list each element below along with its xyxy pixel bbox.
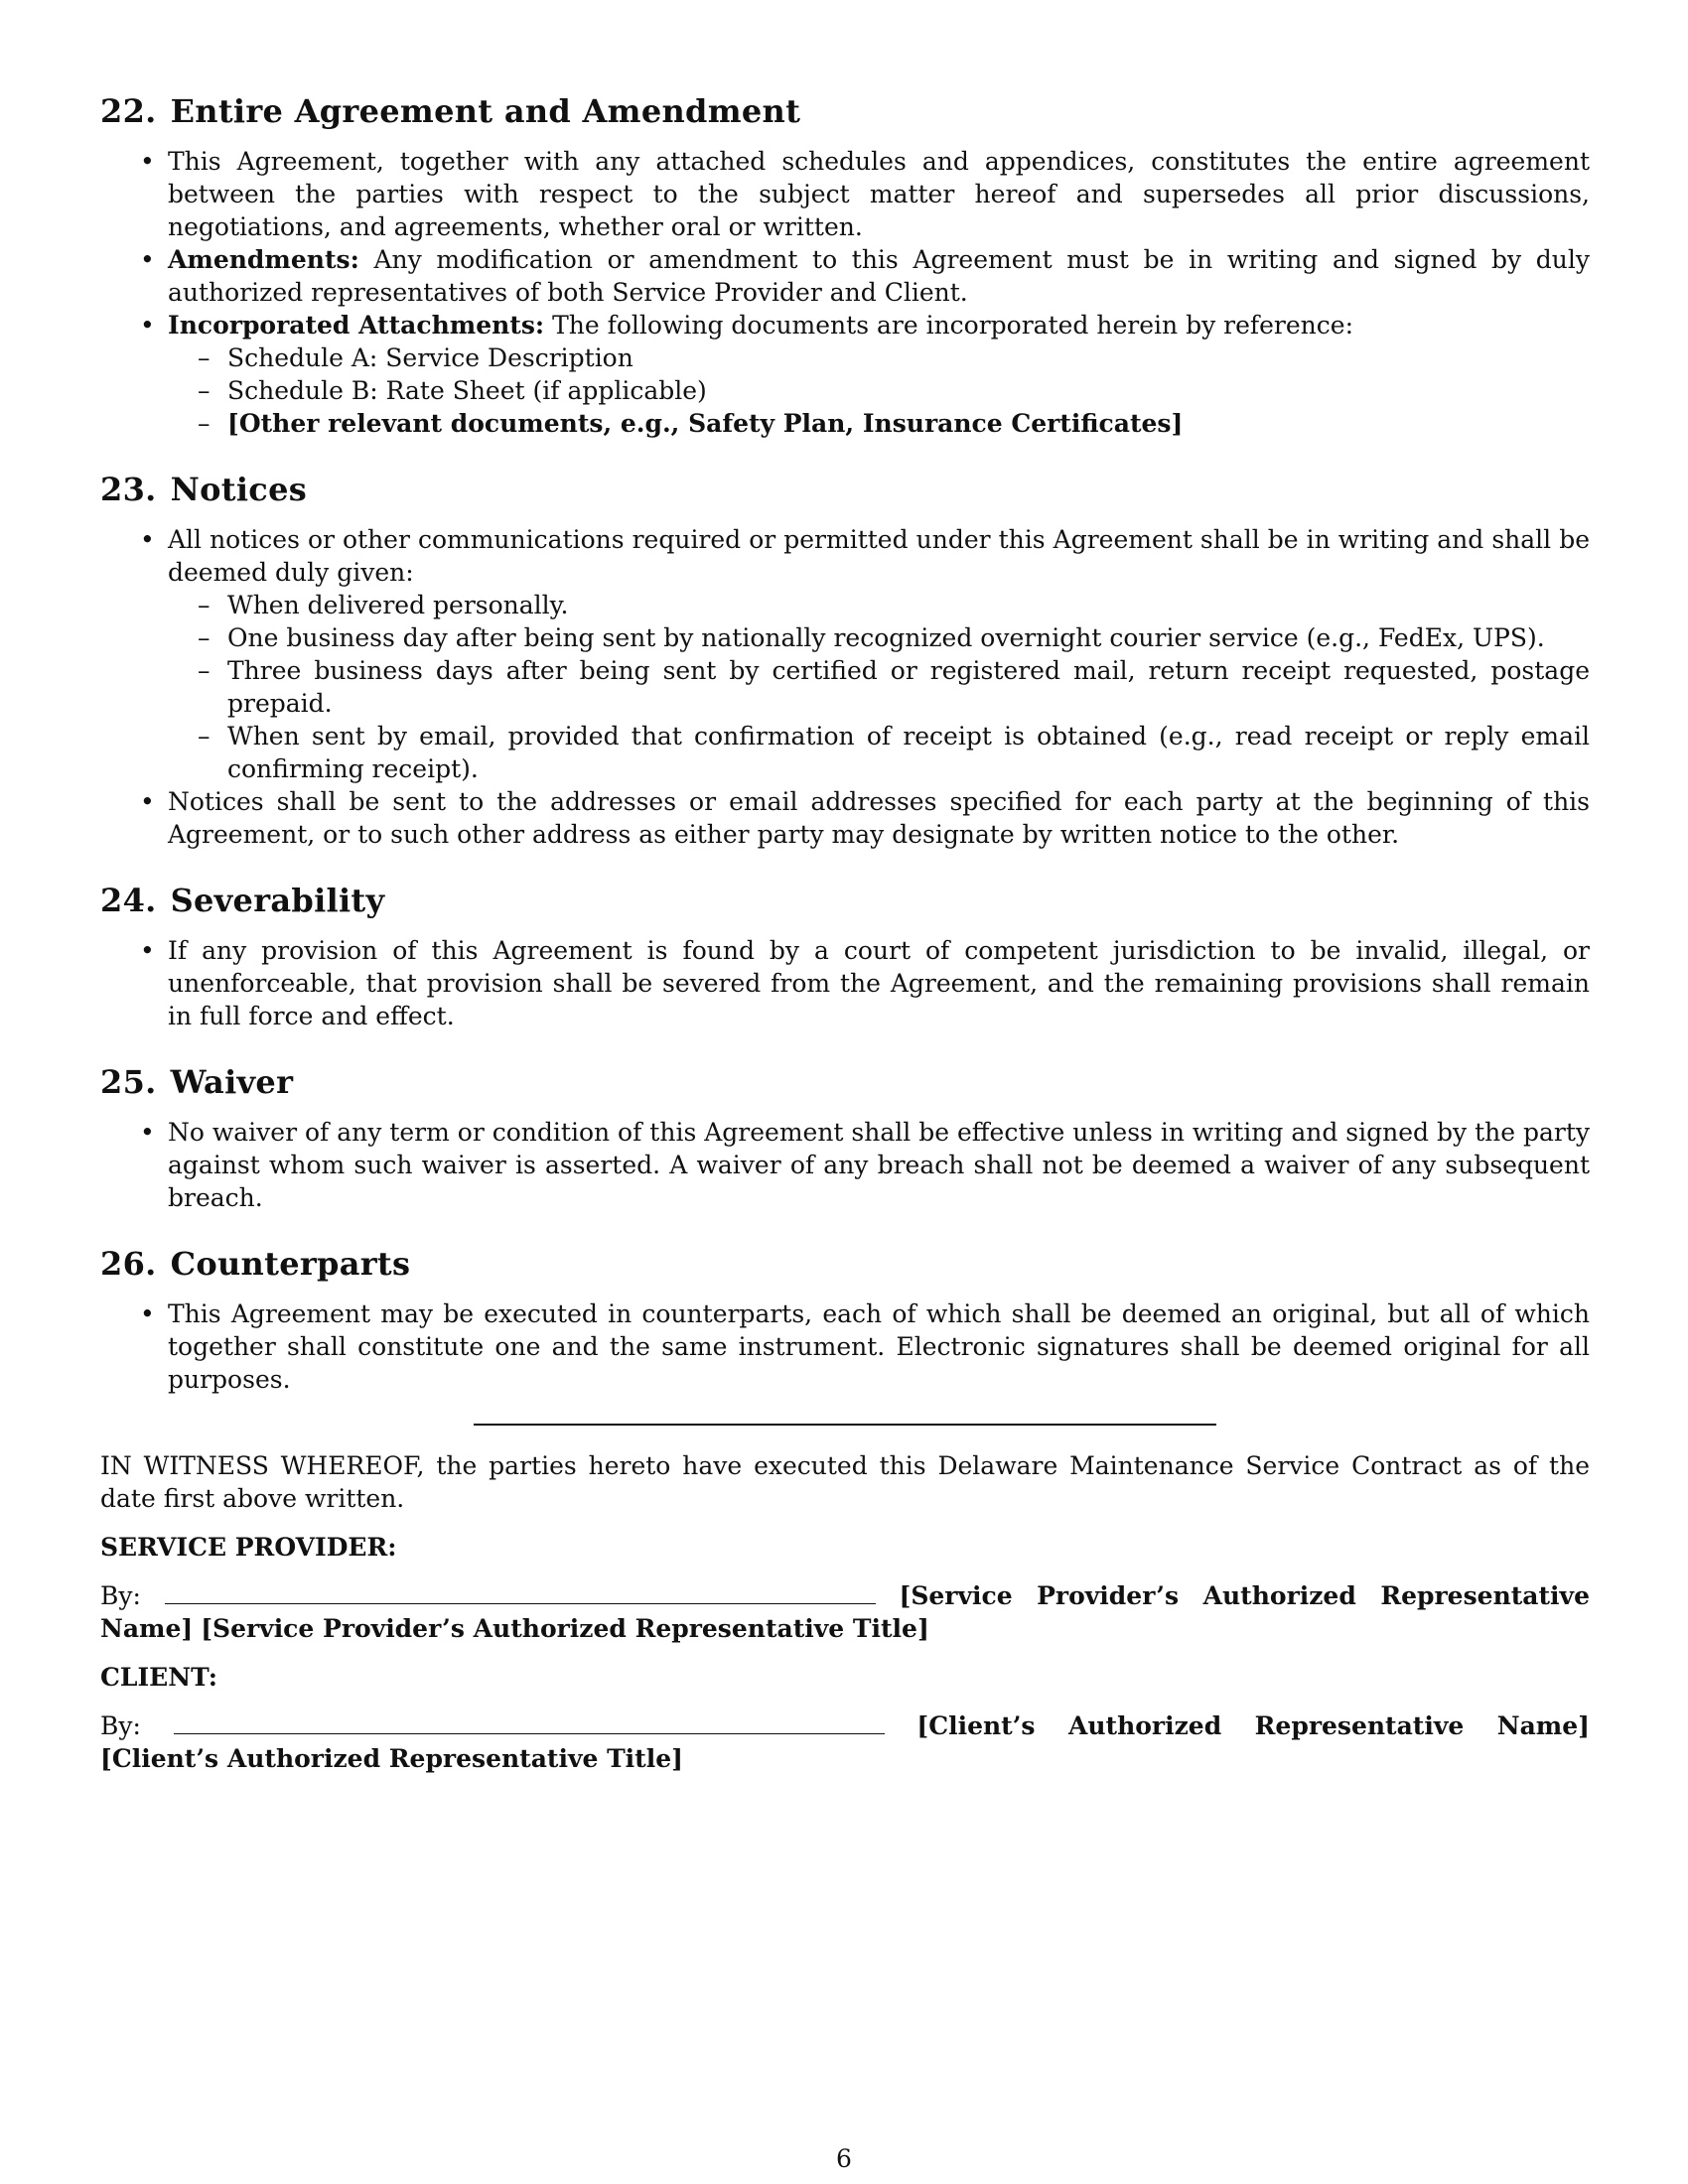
- client-signature-line: [100, 1709, 1590, 1775]
- client-name-placeholder: [Client’s Authorized Representative Name]: [916, 1711, 1590, 1740]
- bullet-list: [100, 1297, 1590, 1396]
- notice-methods-list: [168, 589, 1590, 785]
- paragraph: This Agreement, together with any attached schedules and appendices, constitutes the entire agreement between the parties with respect to the subject matter hereof and supersedes all prior discussions, negotiations, and agreements, whether oral or written.: [168, 147, 1590, 241]
- list-item: – When delivered personally.: [168, 589, 1590, 621]
- list-item: [100, 934, 1590, 1032]
- provider-title-placeholder: [Service Provider’s Authorized Representative Title]: [201, 1614, 929, 1643]
- paragraph: This Agreement may be executed in counterparts, each of which shall be deemed an original, but all of which together shall constitute one and the same instrument. Electronic signatures shall be deemed original for all purposes.: [168, 1299, 1590, 1394]
- list-item: [100, 523, 1590, 785]
- section-number: 22.: [100, 92, 157, 130]
- section-number: 26.: [100, 1245, 157, 1283]
- section-25: [100, 1060, 1590, 1214]
- section-title: Counterparts: [170, 1245, 411, 1283]
- list-item: – When sent by email, provided that confirmation of receipt is obtained (e.g., read receipt or reply email confirming receipt).: [168, 720, 1590, 785]
- provider-name-placeholder: [Service Provider’s Authorized Representative Name]: [100, 1581, 1590, 1643]
- section-heading: [100, 879, 1590, 922]
- bullet-list: [100, 523, 1590, 851]
- section-heading: [100, 1242, 1590, 1286]
- bullet-list: [100, 1116, 1590, 1214]
- list-item: [100, 1297, 1590, 1396]
- signature-blank[interactable]: [165, 1579, 876, 1604]
- section-number: 23.: [100, 471, 157, 508]
- paragraph: Any modification or amendment to this Agreement must be in writing and signed by duly authorized representatives of both Service Provider and Client.: [168, 245, 1590, 307]
- section-title: Severability: [170, 882, 385, 919]
- section-heading: [100, 468, 1590, 511]
- section-title: Waiver: [170, 1063, 294, 1101]
- paragraph: The following documents are incorporated herein by reference:: [544, 311, 1353, 340]
- list-item: [100, 1116, 1590, 1214]
- list-item: [100, 785, 1590, 851]
- section-heading: [100, 89, 1590, 133]
- list-item: [100, 145, 1590, 243]
- bullet-list: [100, 145, 1590, 440]
- page-number: 6: [836, 2144, 852, 2173]
- other-documents-placeholder: [Other relevant documents, e.g., Safety Plan, Insurance Certificates]: [227, 409, 1184, 438]
- service-provider-signature-line: [100, 1579, 1590, 1645]
- paragraph: No waiver of any term or condition of this Agreement shall be effective unless in writing and signed by the party against whom such waiver is asserted. A waiver of any breach shall not be deemed a waiver of any subsequent breach.: [168, 1118, 1590, 1212]
- signature-blank[interactable]: [174, 1709, 885, 1734]
- section-24: [100, 879, 1590, 1032]
- paragraph: Notices shall be sent to the addresses or email addresses specified for each party at the beginning of this Agreement, or to such other address as either party may designate by written notice to the other.: [168, 787, 1590, 849]
- list-item: [168, 407, 1590, 440]
- section-number: 24.: [100, 882, 157, 919]
- list-item: – Three business days after being sent by certified or registered mail, return receipt requested, postage prepaid.: [168, 654, 1590, 720]
- client-title-placeholder: [Client’s Authorized Representative Title]: [100, 1744, 683, 1773]
- amendments-label: Amendments:: [168, 245, 359, 274]
- list-item: [100, 243, 1590, 309]
- section-heading: [100, 1060, 1590, 1104]
- list-item: – Schedule A: Service Description: [168, 341, 1590, 374]
- section-title: Notices: [170, 471, 308, 508]
- section-23: [100, 468, 1590, 851]
- bullet-list: [100, 934, 1590, 1032]
- list-item: [100, 309, 1590, 440]
- document-page: [100, 89, 1590, 1775]
- list-item: – One business day after being sent by nationally recognized overnight courier service (e.g., FedEx, UPS).: [168, 621, 1590, 654]
- by-label: By:: [100, 1581, 141, 1610]
- paragraph: All notices or other communications required or permitted under this Agreement shall be in writing and shall be deemed duly given:: [168, 525, 1590, 587]
- horizontal-rule: [474, 1424, 1216, 1426]
- section-title: Entire Agreement and Amendment: [170, 92, 801, 130]
- section-number: 25.: [100, 1063, 157, 1101]
- witness-statement: IN WITNESS WHEREOF, the parties hereto have executed this Delaware Maintenance Service Contract as of the date first above written.: [100, 1451, 1590, 1513]
- by-label: By:: [100, 1711, 141, 1740]
- section-22: [100, 89, 1590, 440]
- service-provider-label: SERVICE PROVIDER:: [100, 1533, 397, 1562]
- paragraph: If any provision of this Agreement is found by a court of competent jurisdiction to be invalid, illegal, or unenforceable, that provision shall be severed from the Agreement, and the remaining provisions shall remain in full force and effect.: [168, 936, 1590, 1030]
- attachment-list: [168, 341, 1590, 440]
- attachments-label: Incorporated Attachments:: [168, 311, 545, 340]
- section-26: [100, 1242, 1590, 1396]
- client-label: CLIENT:: [100, 1663, 218, 1692]
- list-item: – Schedule B: Rate Sheet (if applicable): [168, 374, 1590, 407]
